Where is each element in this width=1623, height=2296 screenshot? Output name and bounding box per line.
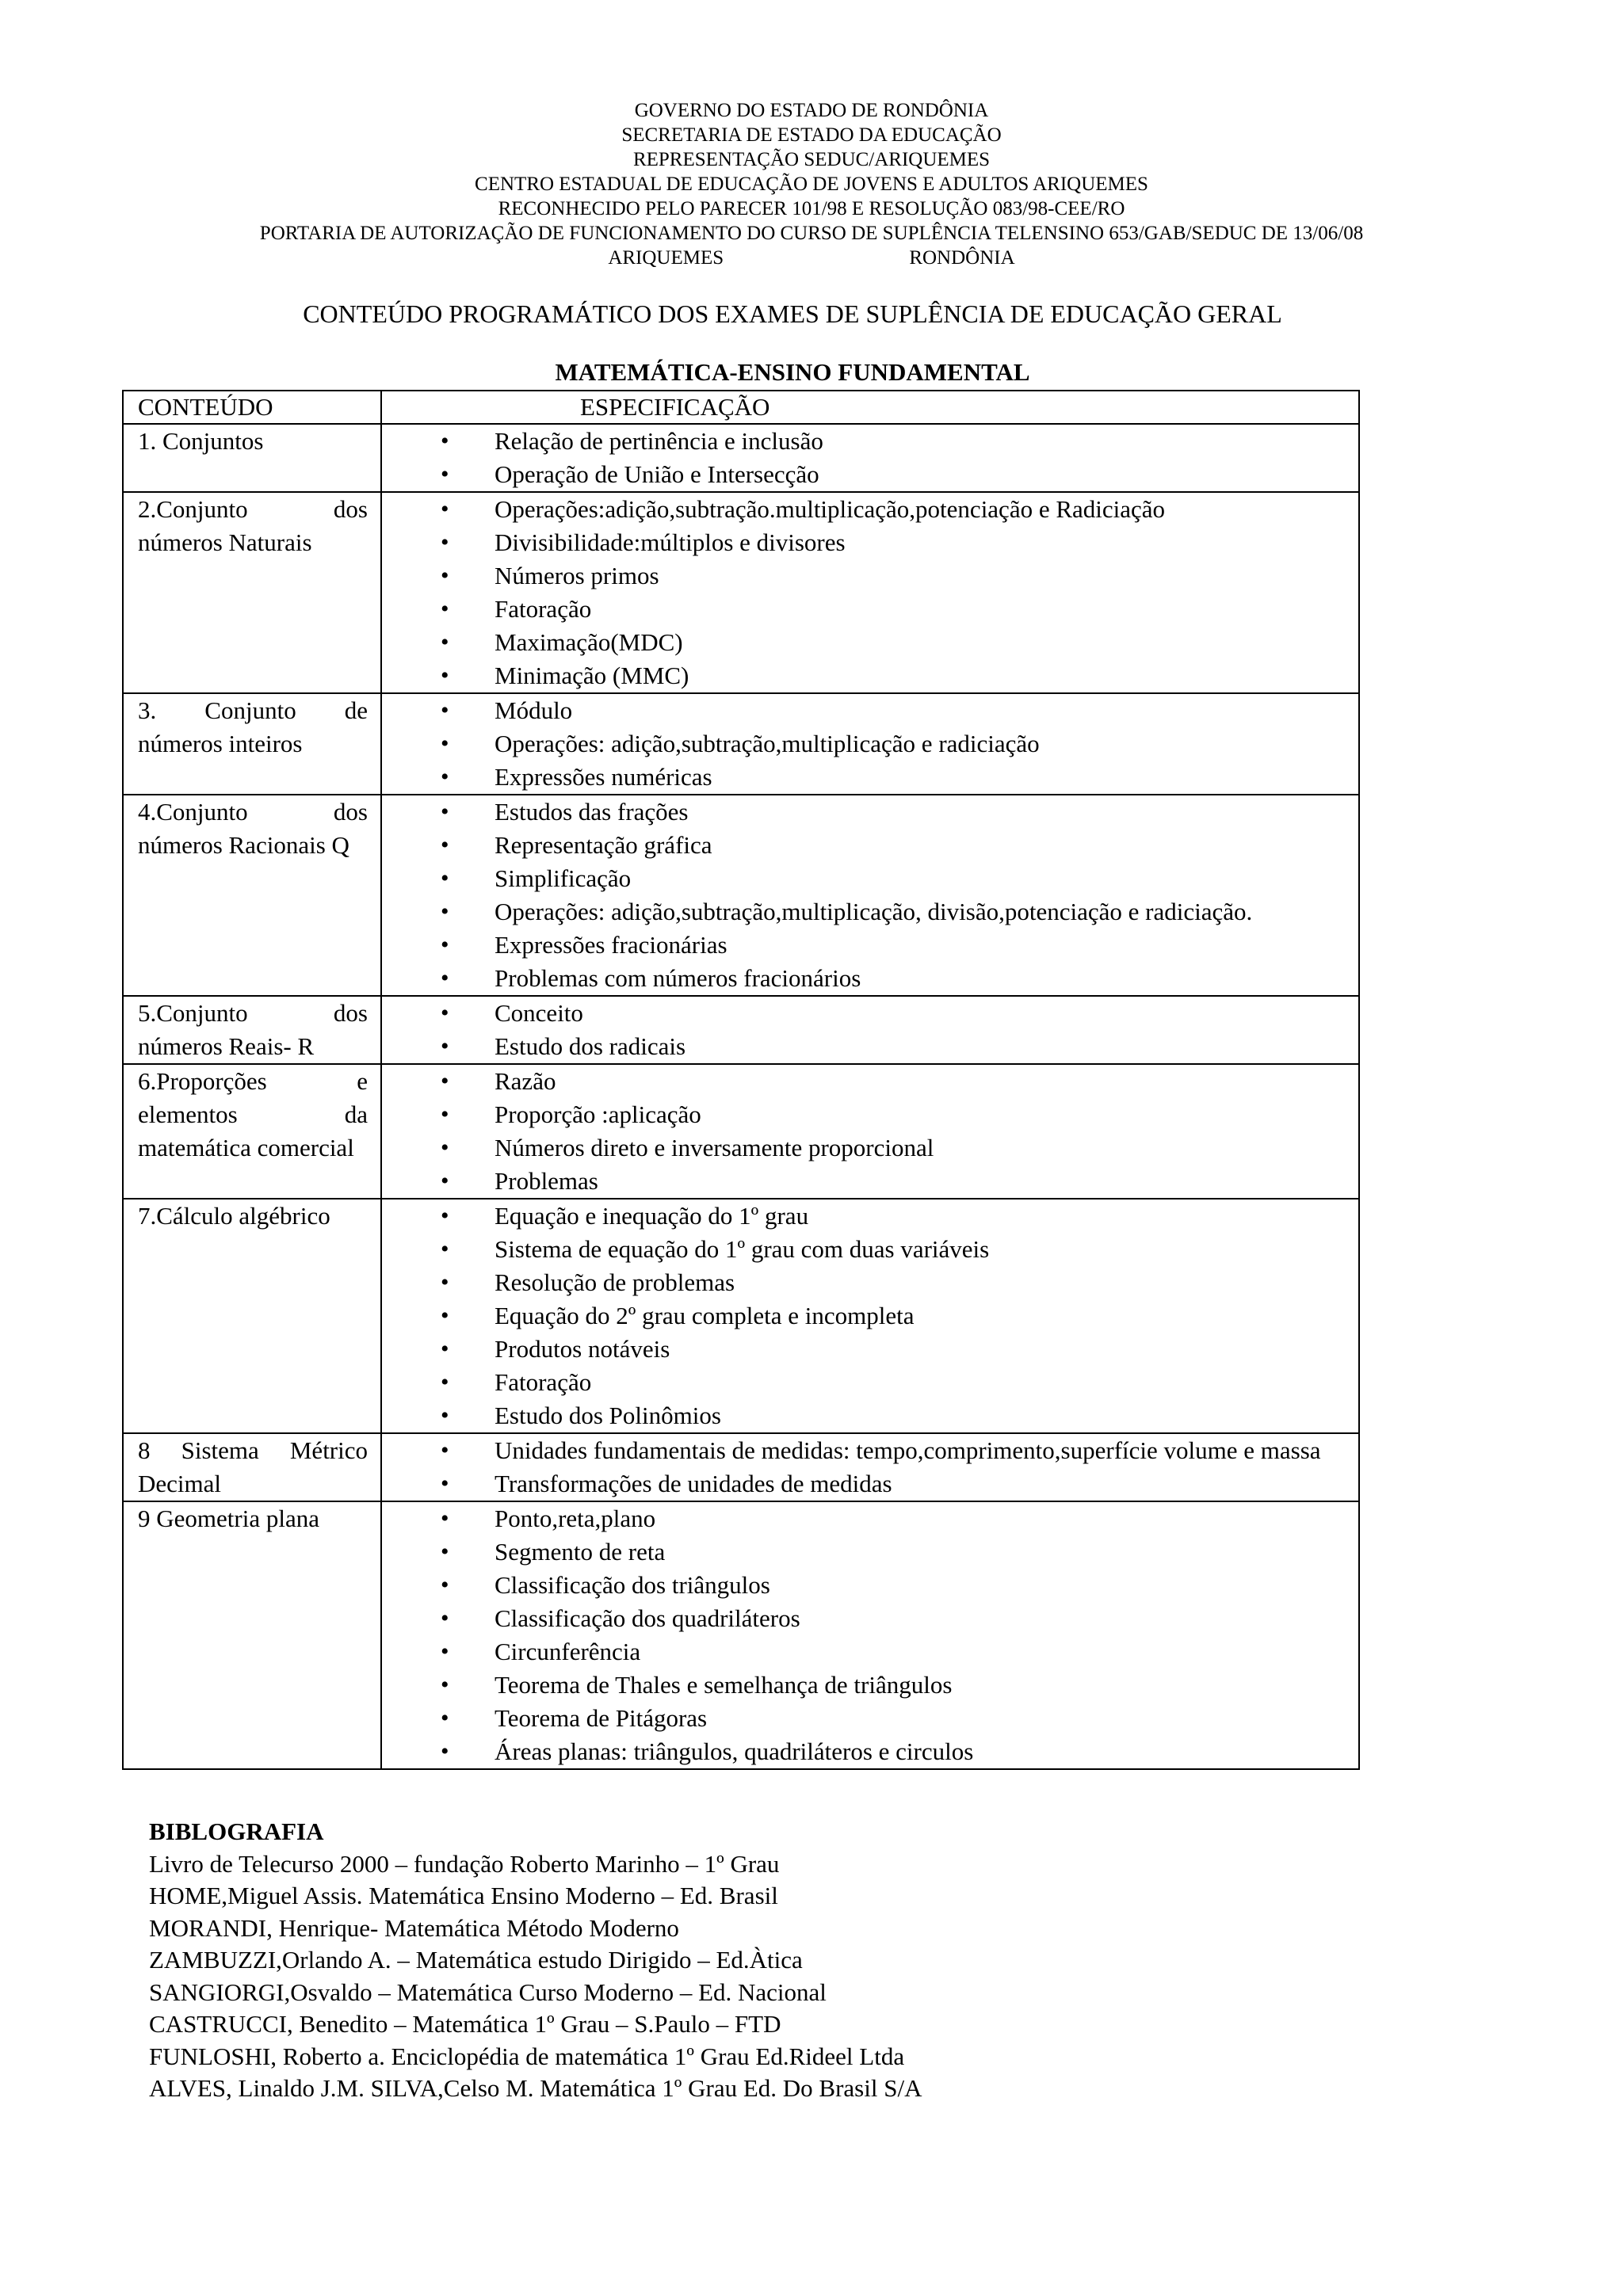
specification-list (382, 1199, 1342, 1432)
specification-cell (381, 1064, 1359, 1199)
bibliography-entry: HOME,Miguel Assis. Matemática Ensino Moderno – Ed. Brasil (149, 1882, 778, 1909)
bibliography-list (149, 1848, 1496, 2105)
header-secretariat: SECRETARIA DE ESTADO DA EDUCAÇÃO (621, 124, 1002, 146)
column-header-specification: ESPECIFICAÇÃO (381, 391, 1359, 424)
specification-cell (381, 693, 1359, 795)
specification-cell (381, 996, 1359, 1064)
table-row (123, 1433, 1359, 1501)
list-item: • Estudo dos radicais (382, 1030, 1342, 1063)
list-item: • Segmento de reta (382, 1535, 1342, 1569)
header-location (0, 246, 1623, 270)
list-item: • Maximação(MDC) (382, 626, 1342, 659)
list-item: • Divisibilidade:múltiplos e divisores (382, 526, 1342, 559)
list-item: • Proporção :aplicação (382, 1098, 1342, 1131)
bibliography-entry: CASTRUCCI, Benedito – Matemática 1º Grau – S.Paulo – FTD (149, 2010, 781, 2038)
list-item: • Operações: adição,subtração,multiplicação, divisão,potenciação e radiciação. (382, 895, 1342, 929)
bibliography-entry: SANGIORGI,Osvaldo – Matemática Curso Moderno – Ed. Nacional (149, 1978, 827, 2006)
syllabus-body (123, 424, 1359, 1769)
bibliography-entry: Livro de Telecurso 2000 – fundação Roberto Marinho – 1º Grau (149, 1849, 780, 1878)
list-item: • Equação do 2º grau completa e incompleta (382, 1299, 1342, 1333)
list-item: • Unidades fundamentais de medidas: tempo,comprimento,superfície volume e massa (382, 1434, 1342, 1467)
header-state: RONDÔNIA (909, 247, 1015, 269)
document-title: CONTEÚDO PROGRAMÁTICO DOS EXAMES DE SUPLÊNCIA DE EDUCAÇÃO GERAL (303, 299, 1282, 328)
header-representation: REPRESENTAÇÃO SEDUC/ARIQUEMES (632, 149, 991, 170)
specification-list (382, 1065, 1342, 1198)
subject-title: MATEMÁTICA-ENSINO FUNDAMENTAL (555, 358, 1030, 386)
list-item: • Números direto e inversamente proporcional (382, 1131, 1342, 1165)
topic-cell: 7.Cálculo algébrico (123, 1199, 381, 1433)
list-item: • Operação de União e Intersecção (382, 458, 1342, 491)
list-item: • Relação de pertinência e inclusão (382, 425, 1342, 458)
topic-cell: 4.Conjunto dos números Racionais Q (123, 795, 381, 996)
topic-cell: 5.Conjunto dos números Reais- R (123, 996, 381, 1064)
list-item: • Estudo dos Polinômios (382, 1399, 1342, 1432)
list-item: • Minimação (MMC) (382, 659, 1342, 692)
list-item: • Produtos notáveis (382, 1333, 1342, 1366)
bibliography-entry: MORANDI, Henrique- Matemática Método Moderno (149, 1913, 679, 1942)
letterhead (0, 98, 1623, 270)
table-header-row (123, 391, 1359, 424)
list-item: • Equação e inequação do 1º grau (382, 1199, 1342, 1233)
table-row (123, 492, 1359, 693)
list-item: • Fatoração (382, 1366, 1342, 1399)
specification-cell (381, 492, 1359, 693)
table-row (123, 1199, 1359, 1433)
bibliography-heading: BIBLOGRAFIA (149, 1817, 324, 1845)
specification-cell (381, 1199, 1359, 1433)
table-row (123, 996, 1359, 1064)
column-header-content: CONTEÚDO (123, 391, 381, 424)
list-item: • Áreas planas: triângulos, quadriláteros e circulos (382, 1735, 1342, 1768)
list-item: • Teorema de Pitágoras (382, 1702, 1342, 1735)
list-item: • Sistema de equação do 1º grau com duas variáveis (382, 1233, 1342, 1266)
specification-cell (381, 424, 1359, 492)
specification-cell (381, 1433, 1359, 1501)
bibliography (149, 1816, 1496, 2105)
list-item: • Conceito (382, 997, 1342, 1030)
topic-cell: 3. Conjunto de números inteiros (123, 693, 381, 795)
list-item: • Ponto,reta,plano (382, 1502, 1342, 1535)
specification-list (382, 795, 1342, 995)
topic-cell: 2.Conjunto dos números Naturais (123, 492, 381, 693)
table-row (123, 693, 1359, 795)
table-row (123, 1501, 1359, 1769)
header-government: GOVERNO DO ESTADO DE RONDÔNIA (634, 100, 989, 121)
syllabus-table (122, 390, 1360, 1770)
list-item: • Teorema de Thales e semelhança de triângulos (382, 1669, 1342, 1702)
list-item: • Simplificação (382, 862, 1342, 895)
specification-list (382, 694, 1342, 794)
specification-cell (381, 795, 1359, 996)
specification-list (382, 997, 1342, 1063)
specification-cell (381, 1501, 1359, 1769)
table-row (123, 424, 1359, 492)
list-item: • Números primos (382, 559, 1342, 593)
header-recognition: RECONHECIDO PELO PARECER 101/98 E RESOLUÇÃO 083/98-CEE/RO (498, 198, 1125, 219)
topic-cell: 6.Proporções e elementos da matemática comercial (123, 1064, 381, 1199)
list-item: • Expressões numéricas (382, 761, 1342, 794)
list-item: • Módulo (382, 694, 1342, 727)
list-item: • Problemas com números fracionários (382, 962, 1342, 995)
list-item: • Classificação dos triângulos (382, 1569, 1342, 1602)
list-item: • Expressões fracionárias (382, 929, 1342, 962)
table-row (123, 795, 1359, 996)
list-item: • Razão (382, 1065, 1342, 1098)
header-city: ARIQUEMES (608, 247, 724, 269)
list-item: • Resolução de problemas (382, 1266, 1342, 1299)
list-item: • Transformações de unidades de medidas (382, 1467, 1342, 1501)
list-item: • Fatoração (382, 593, 1342, 626)
specification-list (382, 493, 1342, 692)
list-item: • Circunferência (382, 1635, 1342, 1669)
list-item: • Problemas (382, 1165, 1342, 1198)
list-item: • Operações:adição,subtração.multiplicação,potenciação e Radiciação (382, 493, 1342, 526)
list-item: • Classificação dos quadriláteros (382, 1602, 1342, 1635)
table-row (123, 1064, 1359, 1199)
specification-list (382, 1502, 1342, 1768)
list-item: • Estudos das frações (382, 795, 1342, 829)
header-center: CENTRO ESTADUAL DE EDUCAÇÃO DE JOVENS E ADULTOS ARIQUEMES (475, 174, 1148, 195)
bibliography-entry: ZAMBUZZI,Orlando A. – Matemática estudo Dirigido – Ed.Àtica (149, 1946, 803, 1974)
list-item: • Representação gráfica (382, 829, 1342, 862)
topic-cell: 9 Geometria plana (123, 1501, 381, 1769)
topic-cell: 1. Conjuntos (123, 424, 381, 492)
specification-list (382, 1434, 1342, 1501)
bibliography-entry: FUNLOSHI, Roberto a. Enciclopédia de matemática 1º Grau Ed.Rideel Ltda (149, 2042, 905, 2070)
specification-list (382, 425, 1342, 491)
topic-cell: 8 Sistema Métrico Decimal (123, 1433, 381, 1501)
list-item: • Operações: adição,subtração,multiplicação e radiciação (382, 727, 1342, 761)
header-authorization: PORTARIA DE AUTORIZAÇÃO DE FUNCIONAMENTO DO CURSO DE SUPLÊNCIA TELENSINO 653/GAB/SEDUC DE 13/06/08 (259, 223, 1364, 244)
bibliography-entry: ALVES, Linaldo J.M. SILVA,Celso M. Matemática 1º Grau Ed. Do Brasil S/A (149, 2074, 922, 2102)
